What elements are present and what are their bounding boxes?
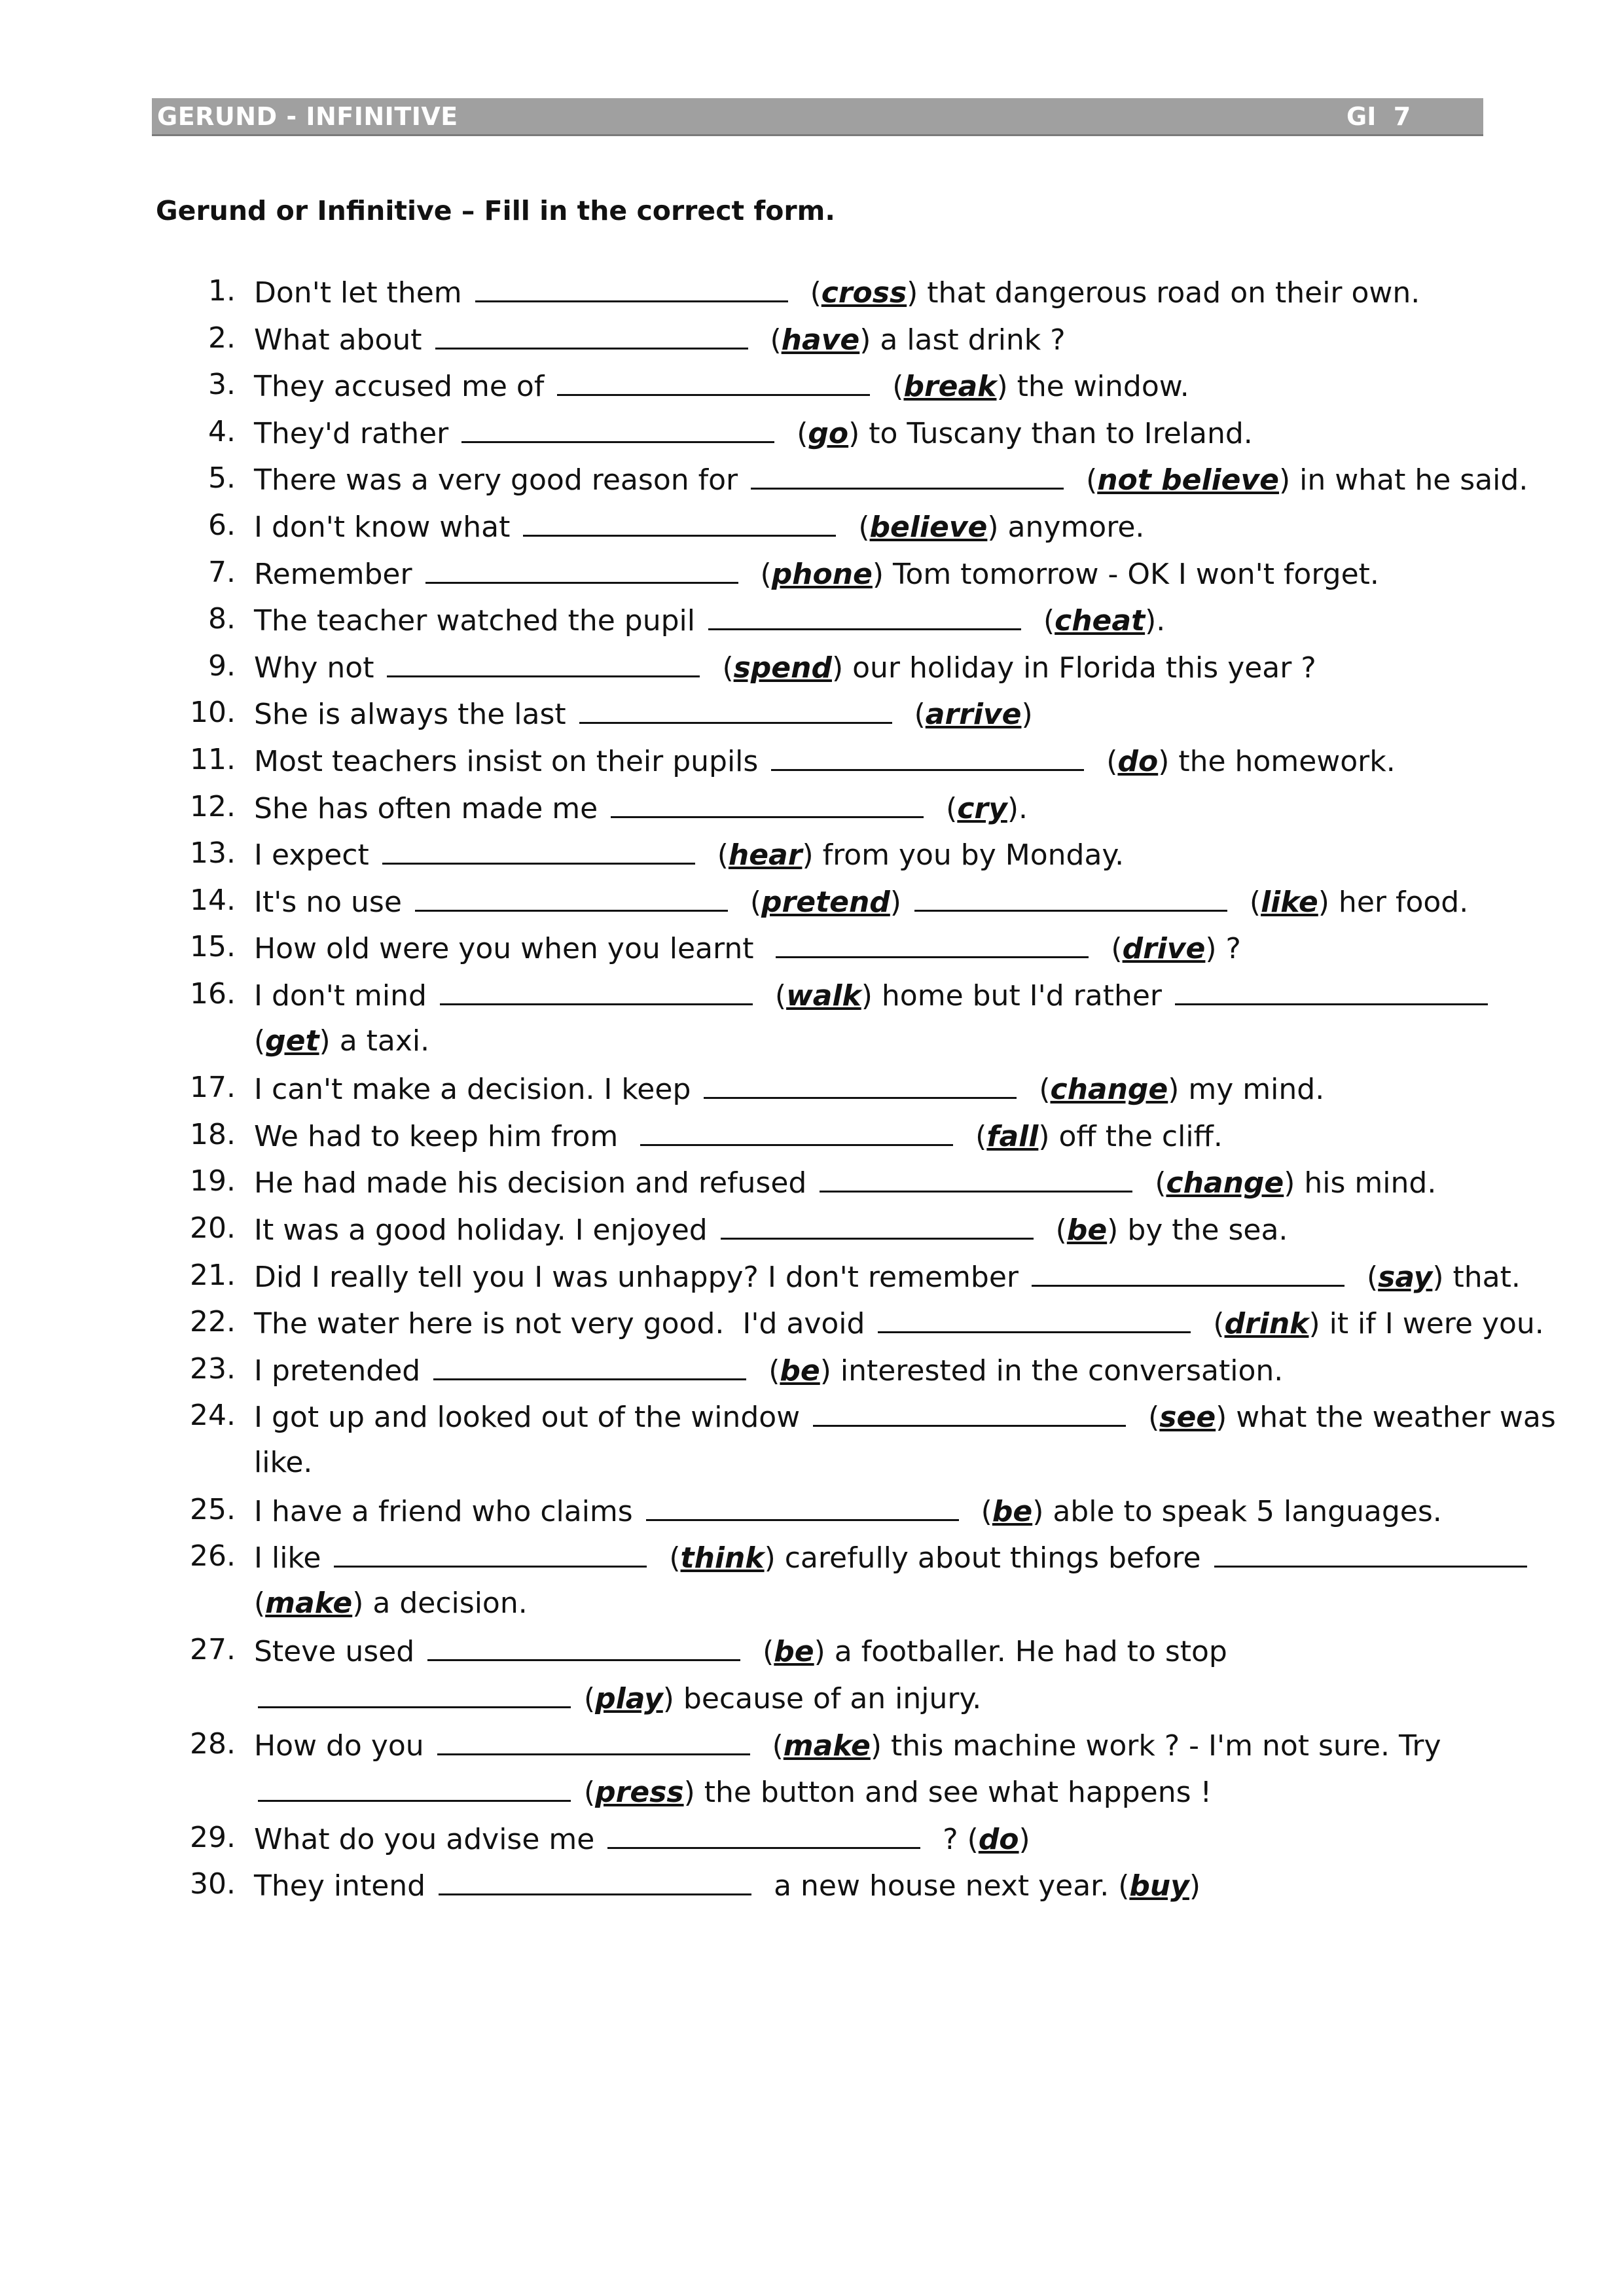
item-number: 1. <box>208 274 236 308</box>
sentence-fragment: I don't mind <box>254 979 436 1013</box>
answer-blank[interactable] <box>435 319 748 350</box>
sentence-fragment: ? ( <box>924 1822 979 1856</box>
item-text-continuation <box>254 1771 1212 1812</box>
item-text <box>254 459 1528 500</box>
item-number: 11. <box>190 743 236 776</box>
sentence-fragment: Most teachers insist on their pupils <box>254 745 768 778</box>
item-text <box>254 1630 1227 1672</box>
verb-prompt: cry <box>957 791 1007 825</box>
answer-blank[interactable] <box>523 506 836 537</box>
item-number: 24. <box>190 1399 236 1433</box>
sentence-fragment: She has often made me <box>254 791 607 825</box>
sentence-fragment: ( <box>756 979 787 1013</box>
item-number: 8. <box>208 602 236 636</box>
answer-blank[interactable] <box>704 1068 1017 1099</box>
sentence-fragment: ( <box>1092 932 1123 966</box>
verb-prompt: make <box>265 1586 353 1620</box>
sentence-fragment: ( <box>744 1635 774 1669</box>
verb-prompt: pretend <box>761 885 890 919</box>
item-number: 28. <box>190 1727 236 1761</box>
verb-prompt: drink <box>1224 1307 1309 1341</box>
instruction-heading: Gerund or Infinitive – Fill in the correct form. <box>156 195 835 226</box>
sentence-fragment: ) because of an injury. <box>662 1681 982 1715</box>
answer-blank[interactable] <box>1214 1537 1527 1568</box>
verb-prompt: have <box>781 323 860 357</box>
verb-prompt: be <box>1066 1213 1108 1247</box>
sentence-fragment: ( <box>791 276 821 310</box>
item-number: 26. <box>190 1539 236 1573</box>
verb-prompt: phone <box>771 557 873 591</box>
item-text <box>254 1490 1442 1532</box>
verb-prompt: make <box>783 1729 871 1763</box>
item-text <box>254 975 1492 1016</box>
verb-prompt: walk <box>786 979 861 1013</box>
item-text <box>254 506 1144 547</box>
item-number: 27. <box>190 1633 236 1667</box>
answer-blank[interactable] <box>721 1209 1034 1240</box>
sentence-fragment: I expect <box>254 838 378 872</box>
sentence-fragment: ) able to speak 5 languages. <box>1032 1494 1442 1528</box>
verb-prompt: buy <box>1129 1869 1189 1903</box>
item-number: 16. <box>190 977 236 1011</box>
sentence-fragment: ) our holiday in Florida this year ? <box>831 651 1316 685</box>
item-number: 4. <box>208 414 236 448</box>
answer-blank[interactable] <box>646 1490 959 1521</box>
sentence-fragment: ) home but I'd rather <box>861 979 1172 1013</box>
sentence-fragment: ) a taxi. <box>319 1024 430 1058</box>
item-number: 12. <box>190 789 236 823</box>
verb-prompt: fall <box>986 1119 1039 1153</box>
item-text <box>254 1115 1223 1157</box>
sentence-fragment: ) to Tuscany than to Ireland. <box>848 416 1253 450</box>
sentence-fragment: ) anymore. <box>987 511 1145 544</box>
sentence-fragment: I pretended <box>254 1354 430 1388</box>
sentence-fragment: ( <box>704 651 734 685</box>
sentence-fragment: ) <box>890 885 911 919</box>
sentence-fragment: ( <box>698 838 729 872</box>
verb-prompt: press <box>595 1776 684 1810</box>
header-bar <box>152 98 1483 136</box>
sentence-fragment: What do you advise me <box>254 1822 604 1856</box>
sentence-fragment: Did I really tell you I was unhappy? I don't remember <box>254 1260 1028 1294</box>
answer-blank[interactable] <box>776 927 1089 958</box>
sentence-fragment: ) my mind. <box>1168 1073 1325 1107</box>
item-text <box>254 600 1165 641</box>
sentence-fragment: ) it if I were you. <box>1308 1307 1544 1341</box>
item-text-continuation <box>254 1443 312 1482</box>
sentence-fragment: ( <box>575 1681 596 1715</box>
item-number: 17. <box>190 1071 236 1105</box>
sentence-fragment: ( <box>1037 1213 1067 1247</box>
item-text <box>254 927 1241 969</box>
item-number: 21. <box>190 1258 236 1292</box>
answer-blank[interactable] <box>751 459 1064 490</box>
sentence-fragment: ( <box>1195 1307 1225 1341</box>
sentence-fragment: a new house next year. ( <box>755 1869 1130 1903</box>
sentence-fragment: They accused me of <box>254 370 554 404</box>
sentence-fragment: ( <box>962 1494 992 1528</box>
sentence-fragment: I like <box>254 1541 331 1575</box>
sentence-fragment: They intend <box>254 1869 435 1903</box>
answer-blank[interactable] <box>427 1630 740 1661</box>
sentence-fragment: ( <box>750 1354 780 1388</box>
sentence-fragment: ) <box>1019 1822 1030 1856</box>
sentence-fragment: ( <box>254 1586 266 1620</box>
sentence-fragment: ) <box>1189 1869 1201 1903</box>
item-number: 2. <box>208 321 236 355</box>
item-number: 9. <box>208 649 236 683</box>
sentence-fragment: ) this machine work ? - I'm not sure. Try <box>870 1729 1441 1763</box>
verb-prompt: be <box>992 1494 1033 1528</box>
sentence-fragment: We had to keep him from <box>254 1119 637 1153</box>
verb-prompt: like <box>1261 885 1318 919</box>
answer-blank[interactable] <box>611 787 924 818</box>
sentence-fragment: Why not <box>254 651 384 685</box>
item-text <box>254 412 1253 454</box>
sentence-fragment: ). <box>1007 791 1028 825</box>
answer-blank[interactable] <box>387 647 700 677</box>
sentence-fragment: ) her food. <box>1318 885 1469 919</box>
sentence-fragment: I have a friend who claims <box>254 1494 642 1528</box>
item-text <box>254 881 1468 922</box>
answer-blank[interactable] <box>425 553 738 584</box>
answer-blank[interactable] <box>579 693 892 724</box>
item-text <box>254 1209 1288 1250</box>
answer-blank[interactable] <box>258 1771 571 1802</box>
item-number: 13. <box>190 836 236 870</box>
sentence-fragment: ) the homework. <box>1158 745 1396 778</box>
sentence-fragment: ( <box>840 511 870 544</box>
item-text <box>254 365 1189 406</box>
sentence-fragment: ( <box>895 698 926 732</box>
verb-prompt: go <box>808 416 849 450</box>
sentence-fragment: ) ? <box>1205 932 1241 966</box>
answer-blank[interactable] <box>258 1677 571 1708</box>
sentence-fragment: It's no use <box>254 885 411 919</box>
item-text <box>254 1725 1441 1766</box>
sentence-fragment: ) <box>1021 698 1033 732</box>
answer-blank[interactable] <box>382 834 695 865</box>
answer-blank[interactable] <box>415 881 728 912</box>
verb-prompt: cheat <box>1055 604 1146 638</box>
item-text <box>254 787 1028 829</box>
item-number: 6. <box>208 509 236 542</box>
item-number: 15. <box>190 930 236 964</box>
verb-prompt: not believe <box>1097 463 1280 497</box>
sentence-fragment: ) interested in the conversation. <box>820 1354 1284 1388</box>
verb-prompt: break <box>903 370 997 404</box>
sentence-fragment: I don't know what <box>254 511 520 544</box>
answer-blank[interactable] <box>475 272 788 302</box>
sentence-fragment: ( <box>874 370 904 404</box>
sentence-fragment: like. <box>254 1445 313 1479</box>
verb-prompt: be <box>774 1635 814 1669</box>
sentence-fragment: How do you <box>254 1729 433 1763</box>
sentence-fragment: ) in what he said. <box>1279 463 1528 497</box>
item-text-continuation <box>254 1584 528 1623</box>
item-text <box>254 272 1420 313</box>
sentence-fragment: Don't let them <box>254 276 471 310</box>
item-text <box>254 1350 1283 1391</box>
verb-prompt: cross <box>821 276 907 310</box>
sentence-fragment: ( <box>1348 1260 1379 1294</box>
sentence-fragment: ( <box>1020 1073 1051 1107</box>
sentence-fragment: ( <box>742 557 772 591</box>
item-number: 22. <box>190 1305 236 1339</box>
item-text <box>254 1865 1200 1906</box>
sentence-fragment: She is always the last <box>254 698 575 732</box>
sentence-fragment: ( <box>1024 604 1055 638</box>
answer-blank[interactable] <box>440 975 753 1005</box>
sentence-fragment: ) Tom tomorrow - OK I won't forget. <box>872 557 1379 591</box>
item-text <box>254 740 1396 781</box>
item-text <box>254 1256 1521 1297</box>
item-number: 29. <box>190 1820 236 1854</box>
verb-prompt: be <box>780 1354 820 1388</box>
item-text <box>254 1162 1436 1203</box>
answer-blank[interactable] <box>820 1162 1132 1193</box>
verb-prompt: see <box>1159 1401 1216 1435</box>
answer-blank[interactable] <box>1175 975 1488 1005</box>
verb-prompt: drive <box>1122 932 1206 966</box>
item-text <box>254 1068 1324 1109</box>
sentence-fragment: ) off the cliff. <box>1038 1119 1223 1153</box>
sentence-fragment: Remember <box>254 557 422 591</box>
sentence-fragment: ) his mind. <box>1284 1166 1437 1200</box>
item-text <box>254 553 1379 594</box>
sentence-fragment: ) by the sea. <box>1107 1213 1288 1247</box>
item-number: 7. <box>208 555 236 589</box>
item-text <box>254 1302 1544 1344</box>
item-number: 30. <box>190 1867 236 1901</box>
sentence-fragment: The teacher watched the pupil <box>254 604 704 638</box>
answer-blank[interactable] <box>640 1115 953 1146</box>
verb-prompt: arrive <box>925 698 1022 732</box>
item-text <box>254 319 1066 360</box>
header-title: GERUND - INFINITIVE <box>157 102 458 131</box>
item-text <box>254 647 1316 688</box>
verb-prompt: hear <box>728 838 803 872</box>
answer-blank[interactable] <box>1032 1256 1344 1287</box>
answer-blank[interactable] <box>813 1396 1126 1427</box>
sentence-fragment: ( <box>957 1119 987 1153</box>
sentence-fragment: The water here is not very good. I'd avoid <box>254 1307 875 1341</box>
header-code: GI 7 <box>1346 102 1411 131</box>
sentence-fragment: ( <box>575 1776 596 1810</box>
sentence-fragment: ) from you by Monday. <box>802 838 1125 872</box>
sentence-fragment: ( <box>1136 1166 1166 1200</box>
sentence-fragment: ). <box>1145 604 1166 638</box>
answer-blank[interactable] <box>437 1725 750 1755</box>
sentence-fragment: ( <box>1231 885 1261 919</box>
answer-blank[interactable] <box>878 1302 1191 1333</box>
sentence-fragment: They'd rather <box>254 416 458 450</box>
sentence-fragment: I can't make a decision. I keep <box>254 1073 700 1107</box>
sentence-fragment: I got up and looked out of the window <box>254 1401 810 1435</box>
answer-blank[interactable] <box>334 1537 647 1568</box>
answer-blank[interactable] <box>771 740 1084 771</box>
item-text <box>254 1537 1531 1578</box>
sentence-fragment: There was a very good reason for <box>254 463 748 497</box>
verb-prompt: think <box>680 1541 765 1575</box>
sentence-fragment: ) the window. <box>996 370 1189 404</box>
answer-blank[interactable] <box>433 1350 746 1380</box>
item-text-continuation <box>254 1022 429 1061</box>
sentence-fragment: What about <box>254 323 431 357</box>
answer-blank[interactable] <box>607 1818 920 1849</box>
answer-blank[interactable] <box>708 600 1021 630</box>
answer-blank[interactable] <box>914 881 1227 912</box>
verb-prompt: change <box>1166 1166 1284 1200</box>
item-number: 25. <box>190 1492 236 1526</box>
sentence-fragment: ) carefully about things before <box>764 1541 1210 1575</box>
sentence-fragment: ) a last drink ? <box>859 323 1066 357</box>
sentence-fragment: ( <box>254 1024 266 1058</box>
sentence-fragment: ) that dangerous road on their own. <box>907 276 1420 310</box>
sentence-fragment: ( <box>751 323 782 357</box>
item-number: 19. <box>190 1164 236 1198</box>
verb-prompt: believe <box>869 511 988 544</box>
sentence-fragment: It was a good holiday. I enjoyed <box>254 1213 717 1247</box>
item-text <box>254 1396 1556 1437</box>
item-number: 23. <box>190 1352 236 1386</box>
item-text <box>254 693 1033 734</box>
item-number: 3. <box>208 368 236 402</box>
item-number: 20. <box>190 1211 236 1245</box>
sentence-fragment: ) what the weather was <box>1216 1401 1556 1435</box>
verb-prompt: play <box>595 1681 663 1715</box>
item-number: 5. <box>208 461 236 495</box>
verb-prompt: spend <box>733 651 832 685</box>
item-number: 18. <box>190 1117 236 1151</box>
sentence-fragment: ( <box>731 885 762 919</box>
sentence-fragment: ( <box>1088 745 1118 778</box>
sentence-fragment: He had made his decision and refused <box>254 1166 816 1200</box>
answer-blank[interactable] <box>439 1865 751 1895</box>
sentence-fragment: ( <box>1130 1401 1160 1435</box>
verb-prompt: change <box>1050 1073 1168 1107</box>
sentence-fragment: ( <box>928 791 958 825</box>
sentence-fragment: ) a decision. <box>352 1586 528 1620</box>
sentence-fragment: ) the button and see what happens ! <box>683 1776 1212 1810</box>
sentence-fragment: Steve used <box>254 1635 424 1669</box>
answer-blank[interactable] <box>557 365 870 396</box>
item-number: 10. <box>190 696 236 730</box>
item-number: 14. <box>190 883 236 917</box>
item-text <box>254 834 1124 875</box>
verb-prompt: do <box>1117 745 1159 778</box>
sentence-fragment: How old were you when you learnt <box>254 932 772 966</box>
item-text-continuation <box>254 1677 981 1719</box>
verb-prompt: do <box>978 1822 1019 1856</box>
verb-prompt: get <box>265 1024 319 1058</box>
answer-blank[interactable] <box>461 412 774 443</box>
sentence-fragment: ( <box>778 416 808 450</box>
sentence-fragment: ( <box>651 1541 681 1575</box>
verb-prompt: say <box>1378 1260 1433 1294</box>
sentence-fragment: ( <box>1068 463 1098 497</box>
sentence-fragment: ) a footballer. He had to stop <box>814 1635 1227 1669</box>
item-text <box>254 1818 1030 1859</box>
sentence-fragment: ( <box>753 1729 784 1763</box>
sentence-fragment: ) that. <box>1432 1260 1521 1294</box>
